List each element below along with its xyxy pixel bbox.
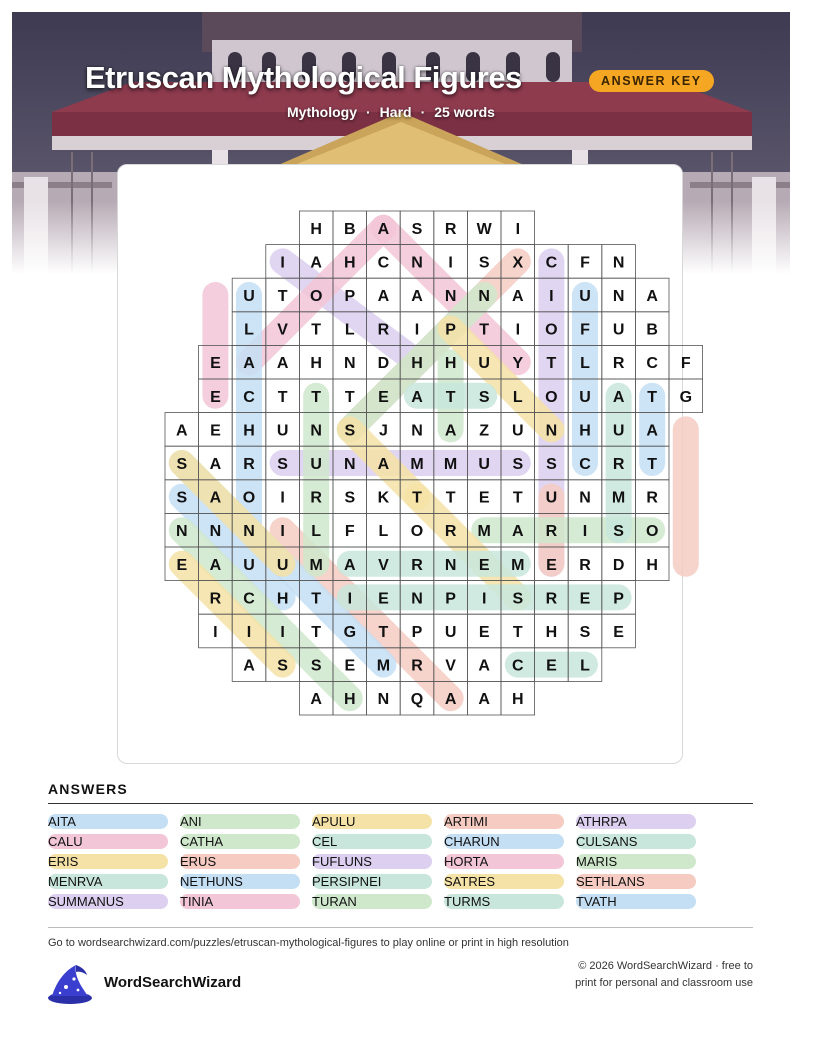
- grid-letter: U: [444, 624, 457, 641]
- grid-letter: A: [243, 355, 255, 373]
- grid-letter: A: [377, 456, 390, 473]
- grid-letter: N: [411, 254, 423, 272]
- grid-letter: H: [310, 355, 322, 373]
- grid-letter: A: [512, 523, 524, 541]
- grid-letter: O: [545, 321, 558, 339]
- grid-letter: V: [378, 556, 389, 574]
- grid-letter: T: [647, 388, 658, 406]
- grid-letter: G: [343, 624, 357, 641]
- answer-word: SATRES: [444, 874, 564, 889]
- grid-letter: L: [344, 321, 355, 339]
- category-label: Mythology: [287, 104, 357, 120]
- grid-letter: R: [411, 657, 423, 675]
- grid-letter: H: [344, 254, 356, 272]
- grid-letter: T: [311, 321, 322, 339]
- grid-letter: I: [280, 523, 285, 541]
- grid-letter: U: [243, 556, 255, 574]
- grid-letter: A: [243, 657, 255, 675]
- grid-letter: I: [347, 590, 353, 608]
- grid-letter: S: [546, 456, 557, 473]
- grid-letter: I: [246, 624, 252, 641]
- grid-letter: U: [310, 456, 322, 473]
- grid-letter: O: [309, 288, 323, 305]
- difficulty-label: Hard: [379, 104, 412, 120]
- answer-word: FUFLUNS: [312, 854, 432, 869]
- grid-letter: C: [243, 590, 255, 608]
- answer-word: MARIS: [576, 854, 696, 869]
- grid-letter: I: [549, 288, 554, 305]
- grid-letter: C: [579, 456, 591, 473]
- grid-letter: Q: [410, 691, 424, 709]
- page-title: Etruscan Mythological Figures: [85, 60, 522, 95]
- wizard-hat-icon: [46, 963, 94, 1005]
- answer-word: CATHA: [180, 834, 300, 849]
- grid-letter: O: [410, 523, 424, 541]
- grid-letter: N: [377, 691, 390, 709]
- grid-letter: E: [546, 556, 557, 574]
- grid-letter: E: [210, 355, 221, 373]
- grid-letter: I: [414, 321, 420, 339]
- grid-letter: R: [209, 590, 222, 608]
- answer-word: MENRVA: [48, 874, 168, 889]
- grid-letter: A: [209, 456, 222, 473]
- grid-letter: H: [545, 624, 558, 641]
- grid-letter: A: [176, 422, 188, 440]
- grid-letter: A: [478, 657, 490, 675]
- grid-letter: E: [478, 556, 490, 574]
- grid-letter: U: [276, 422, 289, 440]
- grid-letter: H: [444, 355, 457, 373]
- answers-heading: ANSWERS: [48, 781, 128, 797]
- grid-letter: F: [580, 321, 590, 339]
- grid-letter: X: [512, 254, 524, 272]
- grid-letter: R: [411, 556, 423, 574]
- grid-letter: S: [512, 456, 524, 473]
- grid-letter: R: [310, 489, 322, 507]
- grid-letter: Y: [512, 355, 524, 373]
- grid-letter: A: [209, 556, 222, 574]
- grid-letter: M: [611, 489, 626, 507]
- grid-letter: T: [546, 355, 557, 373]
- answer-word: ANI: [180, 814, 300, 829]
- grid-letter: F: [680, 355, 691, 373]
- grid-letter: I: [213, 624, 218, 641]
- grid-letter: L: [311, 523, 322, 541]
- grid-letter: N: [444, 288, 457, 305]
- grid-letter: P: [613, 590, 624, 608]
- grid-letter: A: [411, 388, 423, 406]
- answer-word: ATHRPA: [576, 814, 696, 829]
- grid-letter: T: [647, 456, 658, 473]
- grid-letter: N: [344, 355, 356, 373]
- grid-letter: C: [646, 355, 658, 373]
- answers-divider: [48, 803, 753, 804]
- grid-letter: U: [545, 489, 558, 507]
- grid-letter: A: [478, 691, 490, 709]
- grid-letter: V: [445, 657, 456, 675]
- grid-letter: A: [344, 556, 356, 574]
- grid-letter: O: [242, 489, 256, 507]
- grid-letter: R: [646, 489, 658, 507]
- grid-letter: U: [579, 288, 591, 305]
- answer-word: TVATH: [576, 894, 696, 909]
- grid-letter: D: [612, 556, 625, 574]
- grid-letter: R: [545, 590, 558, 608]
- grid-letter: E: [378, 590, 389, 608]
- grid-letter: B: [344, 220, 356, 238]
- grid-letter: P: [445, 321, 456, 339]
- grid-letter: F: [344, 523, 355, 541]
- grid-letter: A: [512, 288, 524, 305]
- footer-note: Go to wordsearchwizard.com/puzzles/etruscan-mythological-figures to play online or print in high resolution: [48, 937, 569, 949]
- grid-letter: N: [411, 422, 423, 440]
- word-count-label: 25 words: [434, 104, 495, 120]
- grid-letter: N: [545, 422, 558, 440]
- grid-letter: H: [579, 422, 591, 440]
- grid-letter: A: [646, 422, 658, 440]
- grid-letter: A: [411, 288, 423, 305]
- grid-letter: U: [612, 321, 625, 339]
- answer-word: APULU: [312, 814, 432, 829]
- grid-letter: T: [445, 489, 456, 507]
- grid-letter: S: [277, 657, 288, 675]
- grid-letter: E: [210, 422, 221, 440]
- grid-letter: S: [344, 489, 356, 507]
- separator-dot: ·: [366, 104, 371, 120]
- answer-word: NETHUNS: [180, 874, 300, 889]
- grid-letter: N: [444, 556, 457, 574]
- answer-word: TURAN: [312, 894, 432, 909]
- grid-letter: E: [546, 657, 557, 675]
- separator-dot: ·: [420, 104, 426, 120]
- grid-letter: C: [243, 388, 255, 406]
- grid-letter: H: [344, 691, 356, 709]
- grid-letter: A: [444, 691, 457, 709]
- grid-letter: S: [310, 657, 322, 675]
- footer-divider: [48, 927, 753, 928]
- copyright-note: © 2026 WordSearchWizard · free to print for personal and classroom use: [575, 960, 753, 989]
- grid-letter: U: [478, 355, 490, 373]
- grid-letter: M: [477, 523, 491, 541]
- grid-letter: J: [378, 422, 388, 440]
- grid-letter: S: [176, 489, 188, 507]
- grid-letter: L: [512, 388, 523, 406]
- grid-letter: N: [310, 422, 322, 440]
- grid-letter: R: [444, 523, 457, 541]
- grid-letter: R: [612, 456, 625, 473]
- grid-letter: C: [512, 657, 524, 675]
- grid-letter: H: [411, 355, 423, 373]
- grid-letter: I: [515, 220, 521, 238]
- grid-letter: N: [579, 489, 591, 507]
- grid-letter: U: [478, 456, 490, 473]
- grid-letter: R: [579, 556, 591, 574]
- answer-word: ERIS: [48, 854, 168, 869]
- grid-letter: S: [176, 456, 188, 473]
- grid-letter: L: [378, 523, 389, 541]
- grid-letter: M: [511, 556, 525, 574]
- grid-letter: R: [377, 321, 390, 339]
- grid-letter: A: [377, 288, 390, 305]
- grid-letter: L: [580, 657, 590, 675]
- grid-letter: H: [310, 220, 322, 238]
- answer-word: AITA: [48, 814, 168, 829]
- answer-word: CALU: [48, 834, 168, 849]
- grid-letter: M: [309, 556, 323, 574]
- grid-letter: L: [580, 355, 590, 373]
- grid-letter: T: [479, 321, 490, 339]
- grid-letter: O: [545, 388, 558, 406]
- grid-letter: T: [311, 590, 322, 608]
- grid-letter: E: [478, 489, 490, 507]
- answer-word: ERUS: [180, 854, 300, 869]
- grid-letter: I: [280, 624, 285, 641]
- answer-key-badge: ANSWER KEY: [589, 70, 714, 92]
- grid-letter: I: [582, 523, 588, 541]
- grid-letter: E: [478, 624, 490, 641]
- grid-letter: T: [512, 624, 523, 641]
- grid-letter: S: [411, 220, 423, 238]
- grid-letter: M: [443, 456, 458, 473]
- grid-letter: A: [276, 355, 289, 373]
- grid-letter: N: [243, 523, 255, 541]
- grid-letter: S: [512, 590, 524, 608]
- grid-letter: R: [243, 456, 255, 473]
- answer-word: CEL: [312, 834, 432, 849]
- grid-letter: T: [445, 388, 456, 406]
- grid-letter: R: [444, 220, 457, 238]
- grid-letter: I: [280, 254, 285, 272]
- grid-letter: G: [679, 388, 693, 406]
- grid-letter: T: [311, 388, 322, 406]
- grid-letter: H: [243, 422, 255, 440]
- grid-letter: P: [344, 288, 356, 305]
- grid-letter: E: [176, 556, 188, 574]
- grid-letter: H: [512, 691, 524, 709]
- grid-letter: I: [515, 321, 521, 339]
- grid-letter: A: [646, 288, 658, 305]
- grid-letter: R: [545, 523, 558, 541]
- grid-letter: T: [344, 388, 355, 406]
- grid-letter: B: [646, 321, 658, 339]
- grid-letter: C: [377, 254, 390, 272]
- grid-letter: T: [512, 489, 523, 507]
- grid-letter: E: [378, 388, 389, 406]
- grid-letter: T: [311, 624, 322, 641]
- grid-letter: C: [545, 254, 558, 272]
- grid-letter: U: [243, 288, 255, 305]
- grid-letter: D: [377, 355, 390, 373]
- grid-letter: N: [612, 254, 625, 272]
- grid-letter: Z: [479, 422, 490, 440]
- answer-word: CHARUN: [444, 834, 564, 849]
- grid-letter: A: [209, 489, 222, 507]
- grid-letter: N: [344, 456, 356, 473]
- grid-letter: V: [277, 321, 288, 339]
- answer-word: PERSIPNEI: [312, 874, 432, 889]
- grid-letter: I: [280, 489, 285, 507]
- grid-letter: M: [376, 657, 391, 675]
- grid-letter: S: [613, 523, 624, 541]
- answer-word: TINIA: [180, 894, 300, 909]
- grid-letter: S: [344, 422, 356, 440]
- answer-word: ARTIMI: [444, 814, 564, 829]
- grid-letter: L: [244, 321, 254, 339]
- grid-letter: A: [612, 388, 625, 406]
- grid-letter: U: [276, 556, 289, 574]
- grid-letter: E: [579, 590, 591, 608]
- grid-letter: N: [176, 523, 188, 541]
- grid-letter: P: [411, 624, 423, 641]
- grid-letter: N: [209, 523, 222, 541]
- grid-letter: T: [412, 489, 422, 507]
- grid-letter: N: [478, 288, 490, 305]
- grid-letter: H: [646, 556, 658, 574]
- grid-letter: O: [645, 523, 659, 541]
- grid-letter: I: [448, 254, 453, 272]
- answer-word: SUMMANUS: [48, 894, 168, 909]
- grid-letter: I: [481, 590, 487, 608]
- grid-letter: U: [512, 422, 524, 440]
- grid-letter: E: [210, 388, 221, 406]
- answer-word: HORTA: [444, 854, 564, 869]
- grid-letter: T: [277, 288, 288, 305]
- brand-name: WordSearchWizard: [104, 974, 242, 991]
- grid-letter: H: [276, 590, 289, 608]
- grid-letter: S: [277, 456, 288, 473]
- grid-letter: F: [580, 254, 590, 272]
- grid-letter: N: [411, 590, 423, 608]
- grid-letter: A: [377, 220, 390, 238]
- grid-letter: A: [310, 254, 322, 272]
- grid-letter: E: [613, 624, 624, 641]
- grid-letter: A: [310, 691, 322, 709]
- grid-letter: P: [445, 590, 456, 608]
- grid-letter: K: [377, 489, 390, 507]
- grid-letter: S: [478, 388, 490, 406]
- grid-letter: M: [410, 456, 424, 473]
- grid-letter: S: [579, 624, 591, 641]
- grid-letter: N: [612, 288, 625, 305]
- grid-letter: U: [579, 388, 591, 406]
- grid-letter: T: [378, 624, 389, 641]
- grid-letter: U: [612, 422, 625, 440]
- grid-letter: R: [612, 355, 625, 373]
- answer-word: CULSANS: [576, 834, 696, 849]
- grid-letter: T: [277, 388, 288, 406]
- answer-word: TURMS: [444, 894, 564, 909]
- grid-letter: E: [344, 657, 356, 675]
- grid-letter: S: [478, 254, 490, 272]
- grid-letter: A: [444, 422, 457, 440]
- answer-word: SETHLANS: [576, 874, 696, 889]
- grid-letter: W: [476, 220, 492, 238]
